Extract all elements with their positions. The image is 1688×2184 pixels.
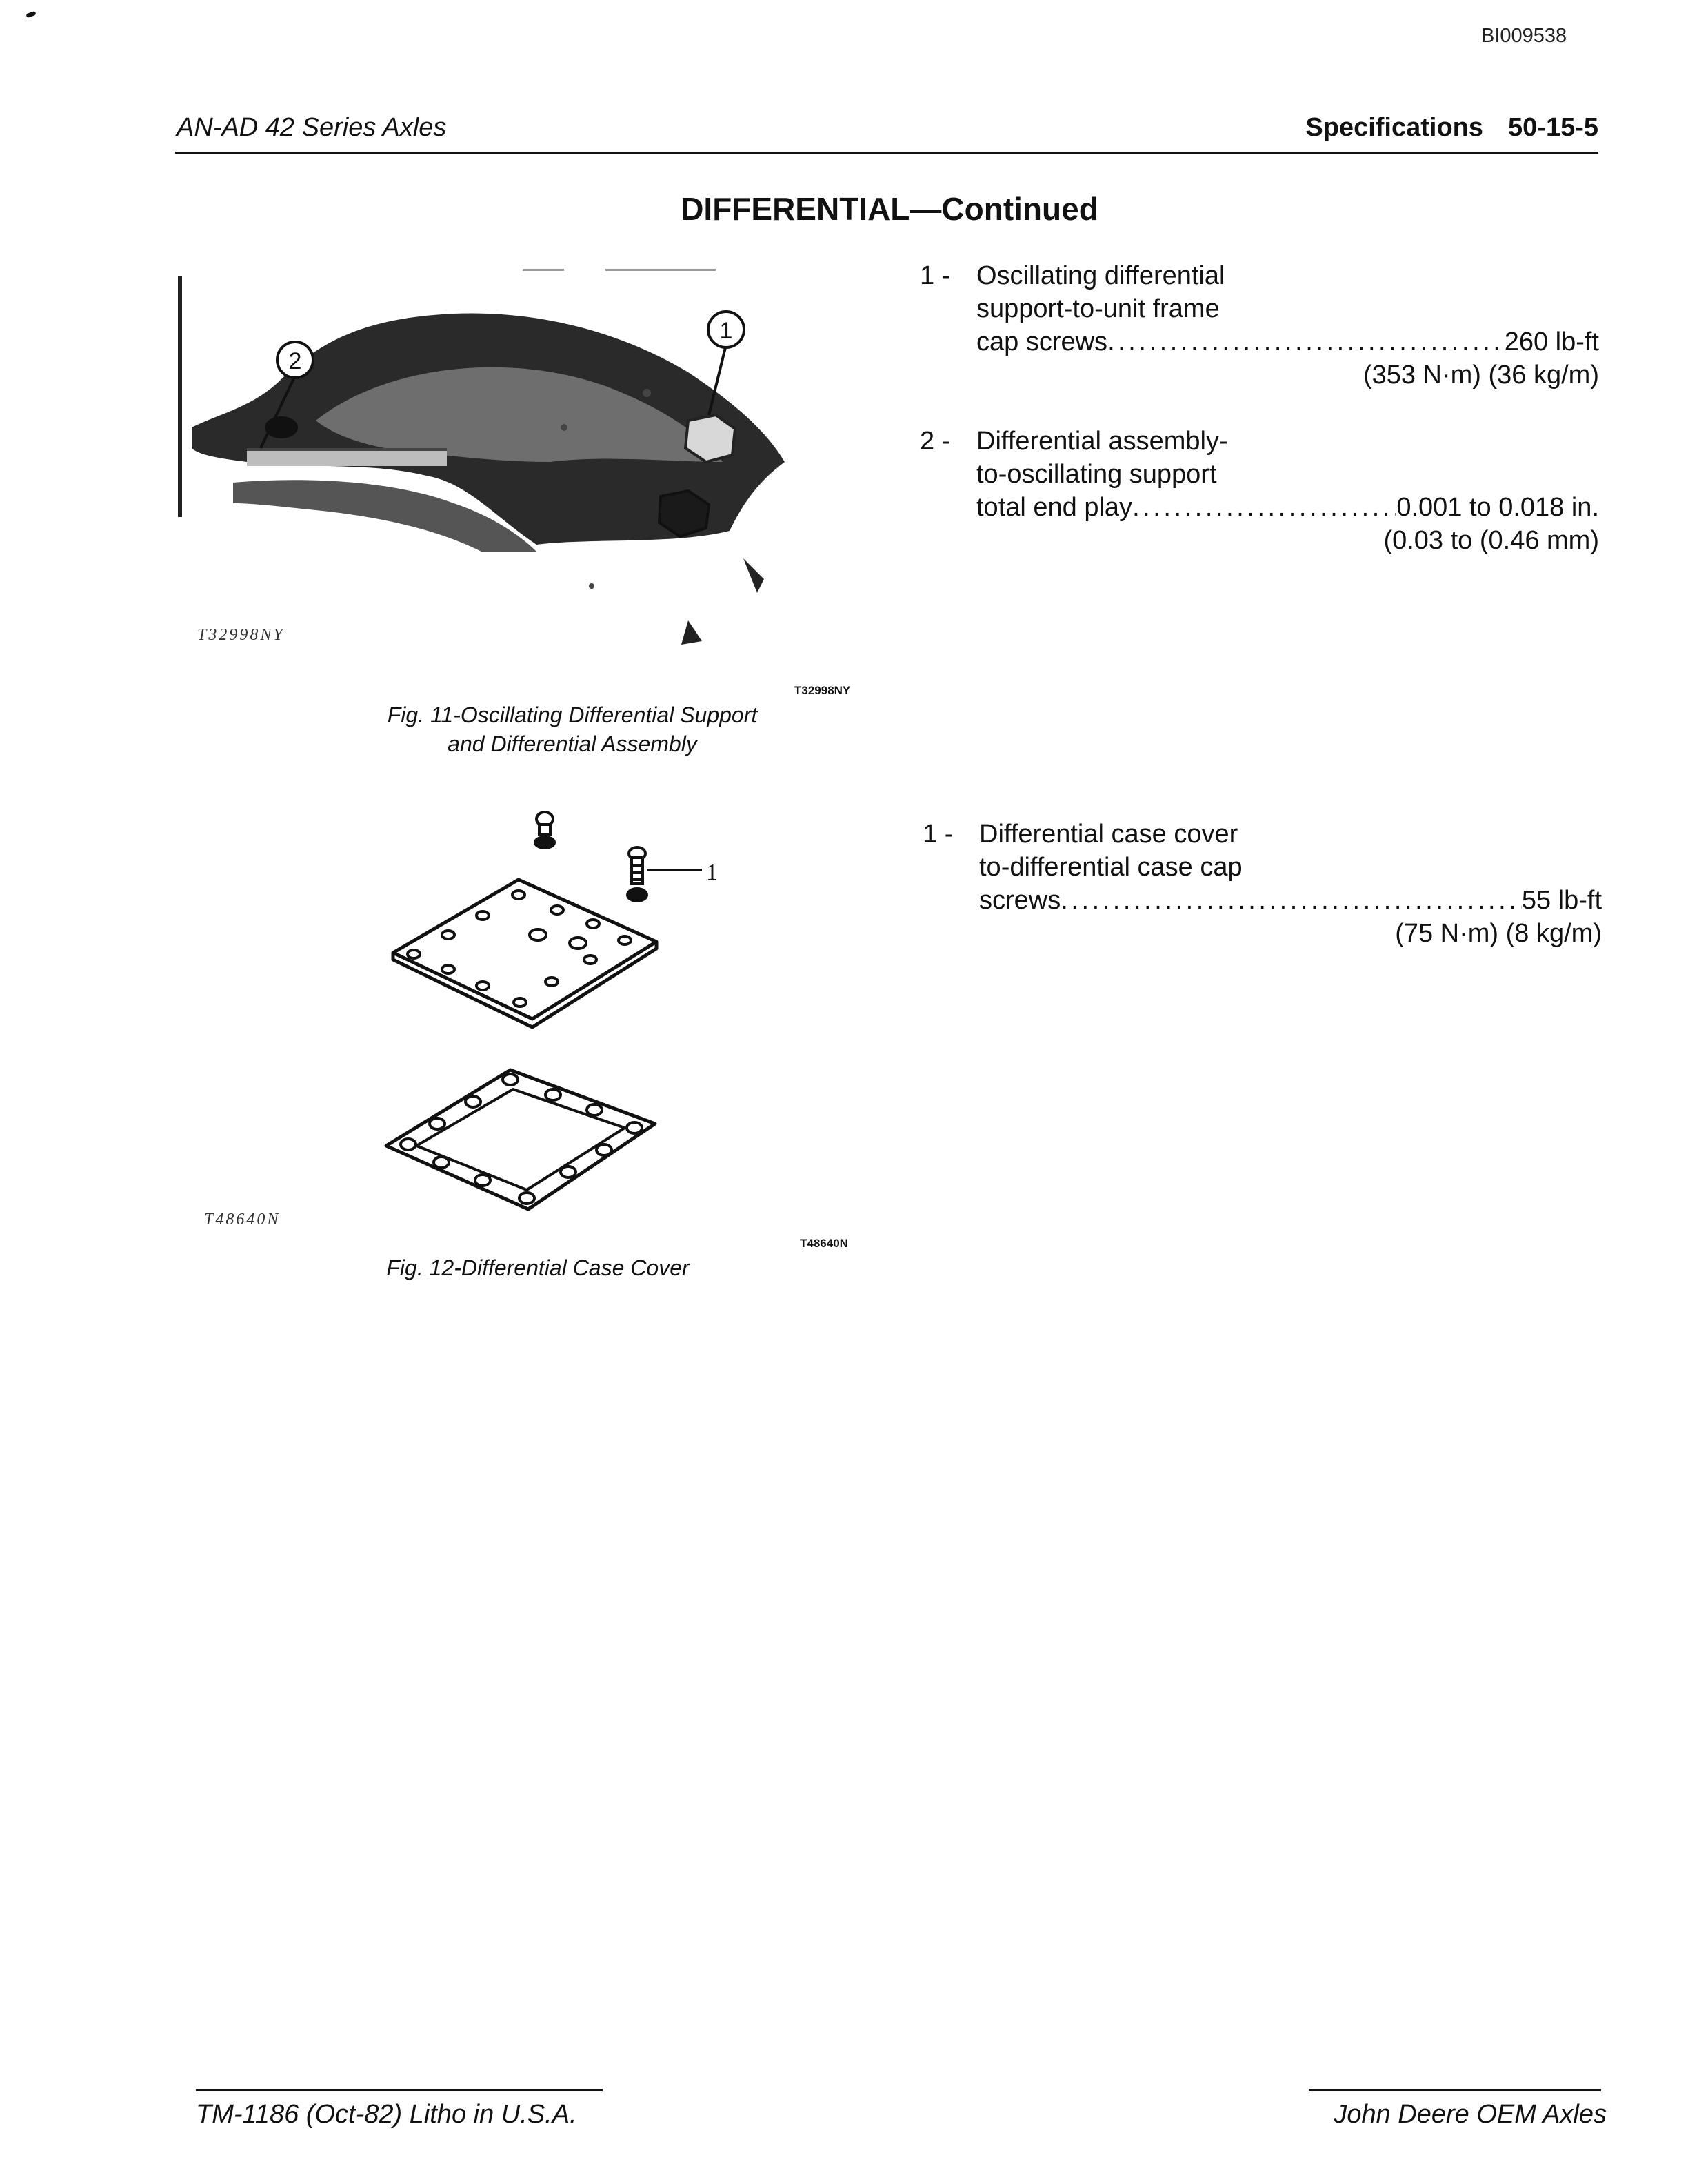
spec-desc-line: Oscillating differential <box>976 261 1225 290</box>
spec-value: 260 lb-ft <box>1504 327 1599 356</box>
leader-dots <box>1061 884 1522 917</box>
section-name: Specifications <box>1305 113 1484 142</box>
spec-leader-label: total end play <box>976 493 1133 522</box>
spec-desc-line: Differential case cover <box>979 820 1238 849</box>
spec-value: 55 lb-ft <box>1521 886 1602 915</box>
figure-11-photo <box>178 255 867 682</box>
footer-rule-right <box>1309 2089 1601 2091</box>
figure-11-code-right: T32998NY <box>794 684 851 697</box>
spec-desc-line: to-oscillating support <box>976 460 1217 489</box>
callout-1-label: 1 <box>706 860 718 885</box>
page-number: 50-15-5 <box>1508 113 1598 142</box>
leader-dots <box>1132 491 1396 524</box>
figure-12-drawing <box>372 800 758 1227</box>
figure-12-caption: Fig. 12-Differential Case Cover <box>386 1255 690 1280</box>
figure-12-code-right: T48640N <box>800 1237 848 1250</box>
spec-desc-line: to-differential case cap <box>979 853 1243 882</box>
callout-1-label: 1 <box>719 318 733 344</box>
spec-value-metric: (353 N·m) (36 kg/m) <box>1363 361 1599 390</box>
header-rule <box>175 152 1598 154</box>
differential-case-cover-drawing <box>372 800 758 1227</box>
manual-title: AN-AD 42 Series Axles <box>177 113 447 142</box>
section-title: DIFFERENTIAL—Continued <box>681 191 1098 227</box>
spec-leader-row <box>976 491 1599 524</box>
spec-leader-label: cap screws <box>976 327 1108 356</box>
footer-right: John Deere OEM Axles <box>1334 2100 1607 2129</box>
spec-item-2 <box>920 425 1599 563</box>
figure-11-caption-line1: Fig. 11-Oscillating Differential Support <box>387 702 758 727</box>
spec-desc-line: support-to-unit frame <box>976 294 1220 323</box>
leader-dots <box>1107 325 1505 358</box>
spec-item-number: 1 - <box>923 820 954 849</box>
spec-value: 0.001 to 0.018 in. <box>1396 493 1599 522</box>
spec-value-metric: (75 N·m) (8 kg/m) <box>1395 919 1602 948</box>
spec-desc-line: Differential assembly- <box>976 427 1228 456</box>
figure-12-code-left: T48640N <box>204 1211 281 1228</box>
section-header <box>1305 113 1598 143</box>
spec-item-number: 2 - <box>920 427 951 456</box>
spec-value-metric: (0.03 to (0.46 mm) <box>1383 526 1599 555</box>
scan-mark <box>26 11 36 18</box>
spec-leader-row <box>979 884 1602 917</box>
differential-support-photo <box>178 255 867 682</box>
spec-item-1 <box>920 259 1599 397</box>
spec-leader-label: screws <box>979 886 1061 915</box>
figure-11-caption-line2: and Differential Assembly <box>448 731 697 756</box>
document-id: BI009538 <box>1481 25 1567 47</box>
spec-leader-row <box>976 325 1599 358</box>
footer-left: TM-1186 (Oct-82) Litho in U.S.A. <box>196 2100 577 2129</box>
spec-item-fig12-1 <box>923 818 1602 956</box>
footer-rule-left <box>196 2089 603 2091</box>
figure-11-code-left: T32998NY <box>197 626 285 644</box>
figure-11-caption <box>290 700 855 758</box>
callout-2-label: 2 <box>288 348 302 374</box>
spec-item-number: 1 - <box>920 261 951 290</box>
